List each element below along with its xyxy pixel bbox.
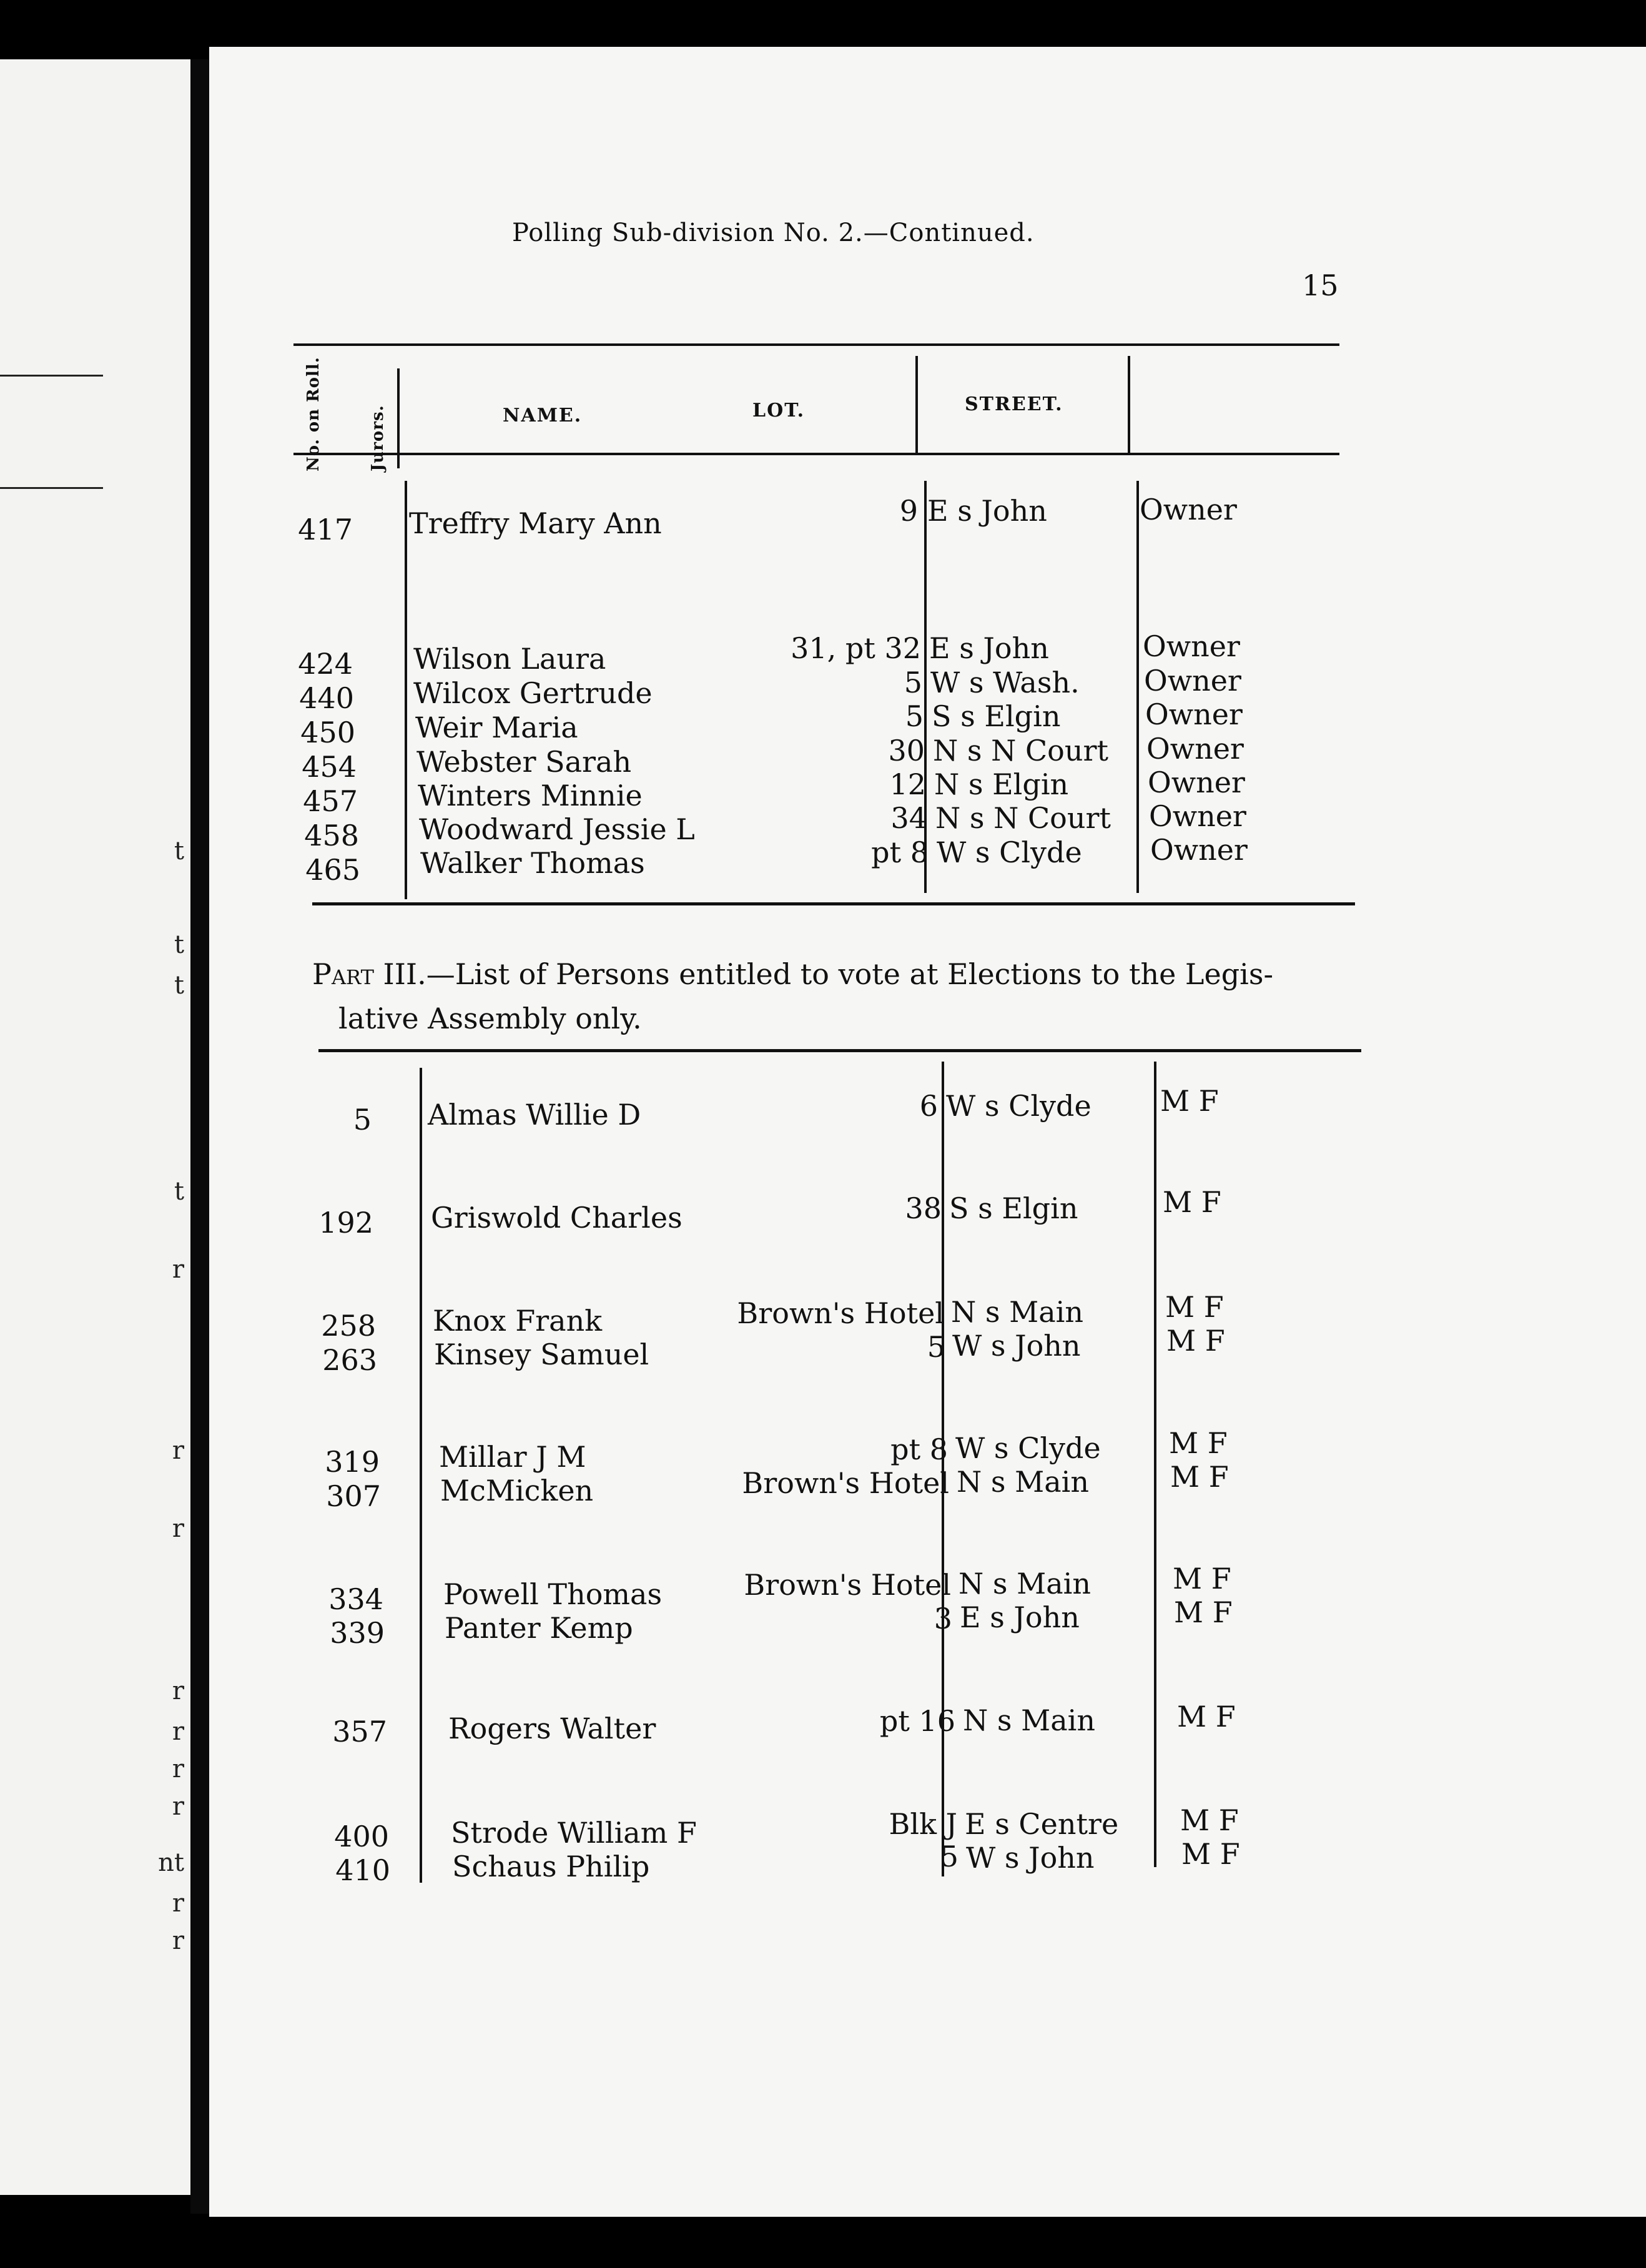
street: S s Elgin [932,699,1061,733]
facing-page-fragment: r [172,1677,184,1705]
status: Owner [1140,493,1237,526]
voter-name: Walker Thomas [420,846,645,880]
facing-page-rule [0,487,103,489]
roll-number: 357 [332,1715,387,1748]
facing-page-fragment: r [172,1514,184,1543]
col-name: NAME. [503,405,583,426]
roll-number: 424 [298,647,353,681]
name-column-line [405,481,407,899]
voter-name: Wilson Laura [413,642,606,676]
voter-name: Powell Thomas [443,1577,663,1611]
lot: Blk J [889,1807,957,1841]
document-page [209,47,1646,2217]
name-column-line [420,1068,422,1883]
part-description: —List of Persons entitled to vote at Elections to the Legis- [426,957,1274,991]
voter-name: Panter Kemp [445,1611,633,1645]
street: E s John [929,631,1049,665]
roll-number: 457 [303,784,358,818]
lot: 30 [888,734,925,767]
voter-name: Griswold Charles [431,1201,683,1235]
voter-name: Woodward Jessie L [419,812,695,846]
facing-page-fragment: t [174,837,184,865]
voter-name: Rogers Walter [448,1712,656,1745]
roll-number: 450 [300,716,355,749]
roll-number: 440 [299,681,354,715]
header-divider [915,356,918,453]
section-rule [318,1049,1361,1052]
facing-page-fragment: t [174,930,184,959]
roll-number: 417 [298,513,353,546]
status: M F [1177,1700,1236,1733]
roll-number: 307 [326,1479,381,1513]
book-spine [190,59,209,2214]
status: M F [1166,1324,1225,1358]
voter-name: Webster Sarah [416,745,632,779]
street: E s John [927,494,1047,528]
voter-name: Treffry Mary Ann [409,506,662,540]
voter-name: Strode William F [451,1816,697,1850]
lot: pt 8 [871,836,929,869]
lot: pt 16 [879,1704,955,1738]
section-rule [312,902,1355,905]
status: M F [1165,1290,1224,1324]
voter-name: Knox Frank [433,1304,603,1338]
lot: 31, pt 32 [791,631,921,665]
street: W s John [952,1329,1081,1363]
lot: 5 [927,1330,945,1364]
header-top-rule [293,343,1339,346]
status: Owner [1143,629,1240,663]
status-column-line [1136,481,1139,893]
status: M F [1170,1460,1229,1494]
street: W s Clyde [946,1089,1092,1123]
street: W s Clyde [937,836,1082,869]
lot: 5 [940,1840,959,1873]
facing-page-fragment: r [172,1792,184,1821]
roll-number: 410 [335,1853,390,1887]
lot: 5 [905,699,924,733]
part-description-cont: lative Assembly only. [338,1002,642,1036]
part-label: Part III. [312,957,426,991]
header-divider [1128,356,1130,453]
header-bottom-rule [293,453,1339,455]
street: W s Clyde [955,1431,1101,1465]
status: M F [1180,1803,1239,1837]
status: Owner [1148,766,1245,799]
facing-page-fragment: r [172,1255,184,1284]
lot: 3 [934,1602,952,1635]
street: N s Main [957,1465,1089,1499]
lot: 38 [905,1191,942,1225]
lot: pt 8 [890,1432,948,1466]
roll-number: 319 [325,1445,380,1479]
lot: 34 [890,801,927,835]
roll-number: 334 [328,1582,383,1616]
street: N s Main [951,1295,1083,1329]
voter-name: Weir Maria [415,711,578,744]
street: N s N Court [933,734,1108,767]
voter-name: Kinsey Samuel [434,1338,649,1371]
facing-page-fragment: nt [158,1848,184,1877]
header-divider [397,368,400,468]
roll-number: 5 [353,1103,372,1136]
lot: 5 [904,666,922,699]
running-title: Polling Sub-division No. 2.—Continued. [512,219,1035,247]
page-number: 15 [1302,269,1339,302]
lot: 9 [899,494,918,528]
col-lot: LOT. [752,400,806,422]
lot: Brown's Hotel [744,1568,951,1602]
facing-page-fragment: r [172,1436,184,1465]
street: N s Main [963,1703,1095,1737]
facing-page-fragment: r [172,1755,184,1783]
roll-number: 339 [330,1616,385,1650]
facing-page-edge [0,59,190,2195]
street: N s N Court [935,801,1111,835]
roll-number: 258 [321,1309,376,1343]
street: E s Centre [965,1807,1119,1841]
status: Owner [1145,698,1243,731]
status: M F [1181,1837,1240,1871]
roll-number: 465 [305,853,360,887]
status: Owner [1149,799,1246,833]
facing-page-rule [0,375,103,377]
voter-name: McMicken [440,1474,594,1507]
street: S s Elgin [949,1191,1078,1225]
lot: Brown's Hotel [737,1296,944,1330]
facing-page-fragment: r [172,1926,184,1955]
facing-page-fragment: r [172,1717,184,1746]
roll-number: 400 [334,1820,389,1853]
status: M F [1173,1562,1231,1595]
status-column-line [1154,1062,1156,1867]
voter-name: Schaus Philip [452,1850,650,1883]
street: W s John [966,1841,1095,1875]
status: M F [1169,1426,1228,1460]
facing-page-fragment: t [174,1177,184,1206]
status: Owner [1150,833,1248,867]
col-street: STREET. [965,393,1063,415]
street: E s John [960,1600,1080,1634]
voter-name: Winters Minnie [418,779,643,812]
col-jurors: Jurors. [368,405,387,471]
street: N s Main [959,1567,1091,1600]
status: M F [1163,1185,1221,1219]
col-no-on-roll: No. on Roll. [304,357,323,471]
status: Owner [1146,732,1244,766]
roll-number: 458 [304,819,359,852]
status: M F [1160,1084,1219,1118]
lot: 6 [919,1089,938,1123]
status: M F [1174,1595,1233,1629]
roll-number: 192 [318,1206,373,1240]
lot: Brown's Hotel [742,1466,949,1500]
lot: 12 [889,767,926,801]
facing-page-fragment: r [172,1889,184,1918]
part-iii-heading [312,952,1361,1042]
voter-name: Wilcox Gertrude [413,676,653,710]
roll-number: 263 [322,1343,377,1377]
voter-name: Almas Willie D [428,1098,641,1132]
voter-name: Millar J M [439,1440,586,1474]
street: N s Elgin [934,767,1069,801]
street: W s Wash. [930,666,1080,699]
roll-number: 454 [302,750,357,784]
facing-page-fragment: t [174,971,184,1000]
status: Owner [1144,664,1241,698]
